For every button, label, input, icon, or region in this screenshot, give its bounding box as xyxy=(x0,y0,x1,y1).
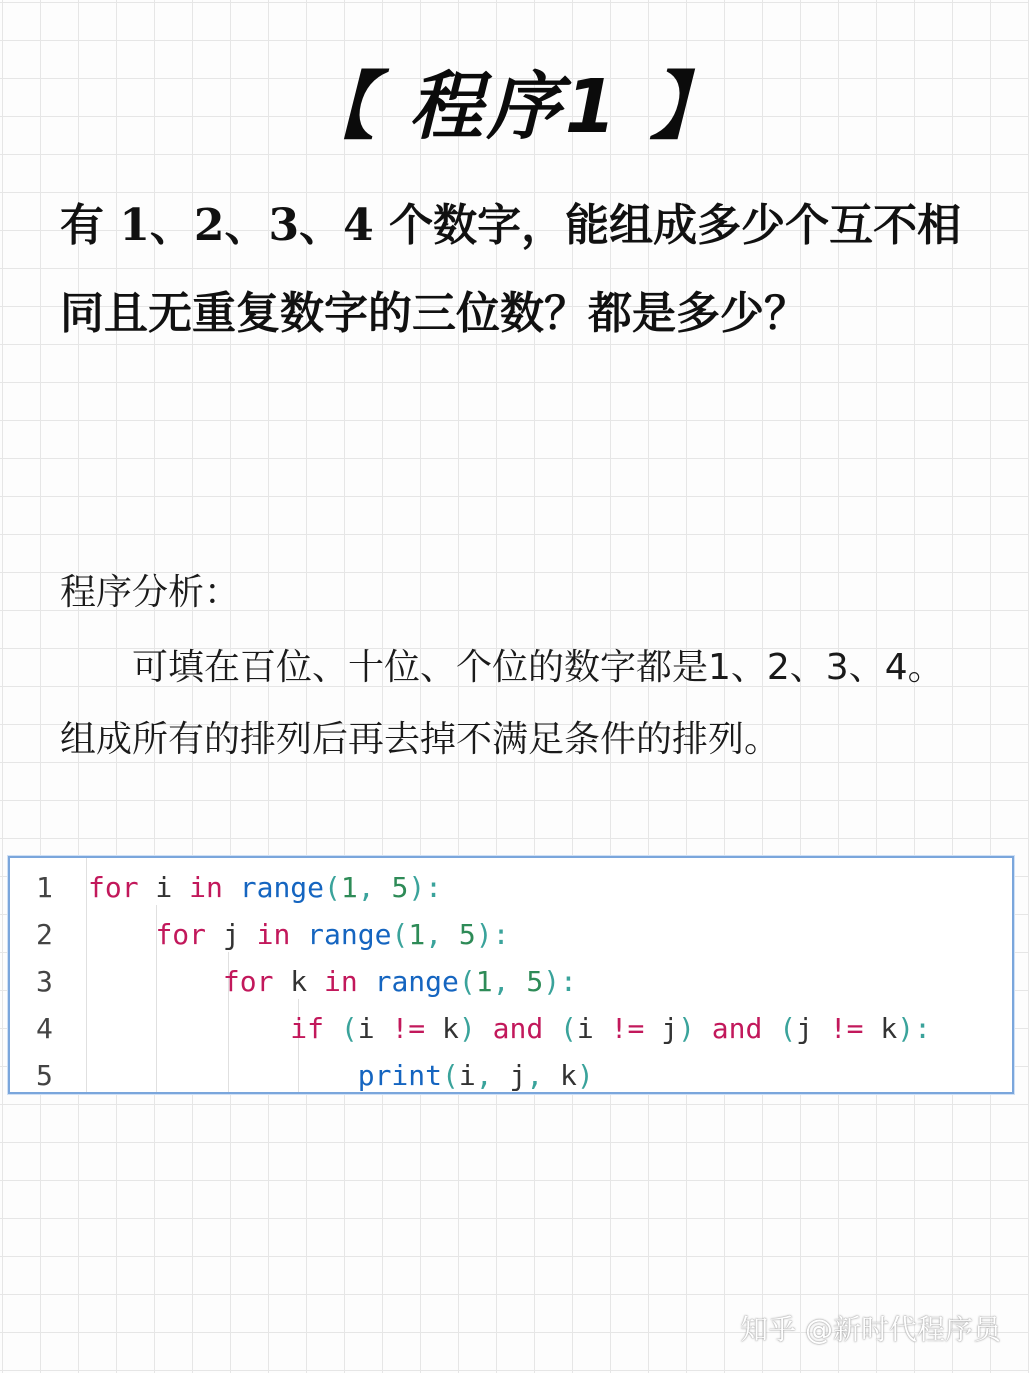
code-line xyxy=(10,1005,1012,1052)
code-token: in xyxy=(324,965,358,998)
code-line xyxy=(10,864,1012,911)
code-token: ( xyxy=(324,1012,358,1045)
line-number: 2 xyxy=(36,918,53,951)
code-token: ( xyxy=(324,871,341,904)
line-number: 5 xyxy=(36,1059,53,1092)
code-token xyxy=(223,871,240,904)
code-text xyxy=(88,958,577,1005)
code-token: range xyxy=(307,918,392,951)
code-token: != xyxy=(610,1012,645,1045)
code-token: ): xyxy=(543,965,577,998)
line-number: 1 xyxy=(36,871,53,904)
code-token: for xyxy=(88,871,139,904)
code-token xyxy=(290,918,307,951)
code-token: k xyxy=(425,1012,459,1045)
code-token: 1 xyxy=(340,871,358,904)
line-number: 4 xyxy=(36,1012,53,1045)
code-token: k xyxy=(560,1059,577,1092)
line-number: 3 xyxy=(36,965,53,998)
code-token: 1 xyxy=(475,965,493,998)
code-token: ( xyxy=(442,1059,459,1092)
code-token: != xyxy=(391,1012,426,1045)
code-token: , xyxy=(425,918,459,951)
code-token: i xyxy=(576,1012,611,1045)
code-token: k xyxy=(273,965,325,998)
code-token: 5 xyxy=(526,965,544,998)
code-token: k xyxy=(863,1012,898,1045)
code-token: ) xyxy=(458,1012,476,1045)
analysis-body: 可填在百位、十位、个位的数字都是1、2、3、4。组成所有的排列后再去掉不满足条件的排列。 xyxy=(60,647,944,760)
code-token: if xyxy=(290,1012,325,1045)
code-token xyxy=(358,965,375,998)
code-text xyxy=(88,864,442,911)
code-token xyxy=(695,1012,712,1045)
code-text xyxy=(88,1005,931,1052)
code-token: j xyxy=(796,1012,830,1045)
code-token: ( xyxy=(543,1012,577,1045)
code-token: 1 xyxy=(408,918,426,951)
code-token: i xyxy=(357,1012,392,1045)
code-token: ): xyxy=(475,918,510,951)
code-token: and xyxy=(711,1012,763,1045)
analysis-heading: 程序分析： xyxy=(60,572,241,613)
code-token xyxy=(476,1012,493,1045)
code-token: range xyxy=(239,871,325,904)
code-token: in xyxy=(189,871,223,904)
code-token: ( xyxy=(762,1012,797,1045)
code-text xyxy=(88,1052,594,1099)
code-token: != xyxy=(829,1012,864,1045)
code-token: in xyxy=(256,918,291,951)
code-token: , xyxy=(475,1059,510,1092)
page-title: 【 程序1 】 xyxy=(300,64,728,150)
code-token: j xyxy=(644,1012,679,1045)
question-text: 有 1、2、3、4 个数字，能组成多少个互不相同且无重复数字的三位数？都是多少？ xyxy=(60,200,962,339)
code-token: 5 xyxy=(458,918,476,951)
code-token: ) xyxy=(576,1059,594,1092)
code-token: i xyxy=(458,1059,476,1092)
code-block xyxy=(8,856,1014,1094)
code-line xyxy=(10,911,1012,958)
code-token: and xyxy=(492,1012,544,1045)
code-token: , xyxy=(526,1059,561,1092)
code-token: ( xyxy=(391,918,409,951)
code-token: j xyxy=(509,1059,527,1092)
code-token: range xyxy=(374,965,459,998)
code-token: print xyxy=(357,1059,443,1092)
code-token: ( xyxy=(458,965,476,998)
code-token: ): xyxy=(408,871,443,904)
code-token: ) xyxy=(678,1012,695,1045)
code-line xyxy=(10,1052,1012,1099)
code-token: i xyxy=(138,871,190,904)
watermark: 知乎 @新时代程序员 xyxy=(740,1313,1001,1346)
code-text xyxy=(88,911,509,958)
code-token: ): xyxy=(897,1012,931,1045)
code-token: j xyxy=(206,918,257,951)
code-line xyxy=(10,958,1012,1005)
code-token: for xyxy=(222,965,274,998)
code-token: 5 xyxy=(391,871,409,904)
code-token: , xyxy=(357,871,392,904)
code-token: for xyxy=(155,918,207,951)
code-token: , xyxy=(492,965,527,998)
